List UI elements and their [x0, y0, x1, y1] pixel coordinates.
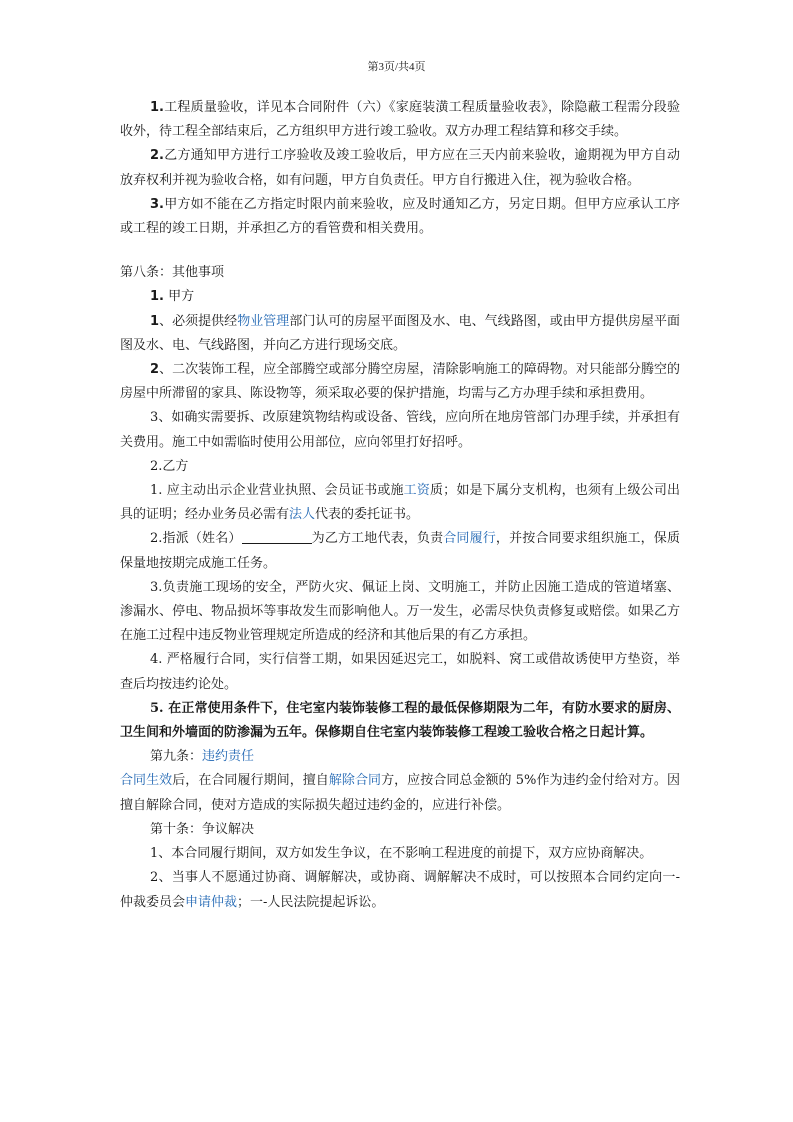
heading-text: 第九条： — [150, 749, 203, 765]
clause-7-item-3 — [120, 193, 680, 241]
item-text: 工程质量验收，详见本合同附件（六）《家庭装潢工程质量验收表》，除隐蔽工程需分段验收外，待工程全部结束后，乙方组织甲方进行竣工验收。双方办理工程结算和移交手续。 — [120, 100, 680, 140]
party-a-heading — [120, 285, 680, 309]
item-text: 甲方如不能在乙方指定时限内前来验收，应及时通知乙方，另定日期。但甲方应承认工序或工程的竣工日期，并承担乙方的看管费和相关费用。 — [120, 196, 680, 237]
article-9-text — [120, 769, 680, 817]
article-10-item-1: 1、本合同履行期间，双方如发生争议，在不影响工程进度的前提下，双方应协商解决。 — [150, 846, 653, 862]
document-body — [120, 96, 680, 915]
name-blank-line — [242, 529, 312, 544]
article-10-item-2 — [120, 866, 680, 914]
link-property-management[interactable]: 物业管理 — [237, 313, 290, 329]
link-contract-performance[interactable]: 合同履行 — [443, 531, 496, 547]
item-number: 1. — [150, 289, 164, 305]
party-a-item-2 — [120, 358, 680, 406]
item-text: ，并按合同要求组织施工，保质保量地按期完成施工任务。 — [120, 531, 680, 571]
link-wages[interactable]: 工资 — [403, 483, 431, 499]
item-text: 代表的委托证书。 — [315, 507, 420, 523]
item-text: 2.指派（姓名） — [150, 531, 242, 547]
link-terminate-contract[interactable]: 解除合同 — [328, 773, 382, 789]
party-a-item-1 — [120, 310, 680, 358]
link-legal-person[interactable]: 法人 — [289, 507, 316, 523]
party-b-item-1 — [120, 479, 680, 527]
item-number: 2 — [150, 362, 160, 378]
clause-7-item-2 — [120, 144, 680, 192]
party-b-item-5: 5. 在正常使用条件下，住宅室内装饰装修工程的最低保修期限为二年，有防水要求的厨房、卫生间和外墙面的防渗漏为五年。保修期自住宅室内装饰装修工程竣工验收合格之日起计算。 — [120, 700, 680, 741]
item-text: 1. 应主动出示企业营业执照、会员证书或施 — [150, 483, 404, 499]
item-text: 部门认可的房屋平面图及水、电、气线路图，或由甲方提供房屋平面图及水、电、气线路图，并向乙方进行现场交底。 — [120, 313, 680, 353]
party-b-item-4: 4. 严格履行合同，实行信誉工期，如果因延迟完工，如脱料、窝工或借故诱使甲方垫资，举查后均按违约论处。 — [120, 652, 680, 692]
item-number: 1. — [150, 100, 164, 115]
item-number: 1 — [150, 313, 160, 329]
item-text: 后，在合同履行期间，擅自 — [172, 773, 329, 789]
link-contract-effective[interactable]: 合同生效 — [120, 773, 173, 789]
item-text: 2、当事人不愿通过协商、调解解决，或协商、调解解决不成时，可以按照本合同约定向一-仲裁委员会 — [120, 870, 680, 910]
link-liability-for-breach[interactable]: 违约责任 — [202, 749, 255, 765]
link-apply-arbitration[interactable]: 申请仲裁 — [185, 894, 238, 910]
item-number: 3. — [150, 196, 164, 212]
item-text: 质；如是下属分支机构，也须有上级公司出具的证明；经办业务员必需有 — [120, 483, 680, 523]
article-10-heading: 第十条：争议解决 — [150, 821, 255, 837]
party-b-heading: 2.乙方 — [150, 458, 189, 474]
party-b-item-2 — [120, 527, 680, 575]
party-a-item-3: 3、如确实需要拆、改原建筑物结构或设备、管线，应向所在地房管部门办理手续，并承担有关费用。施工中如需临时使用公用部位，应向邻里打好招呼。 — [120, 410, 680, 450]
article-8-heading: 第八条：其他事项 — [120, 265, 225, 281]
clause-7-item-1 — [120, 96, 680, 144]
item-text: 、必须提供经 — [159, 313, 238, 329]
item-text: 为乙方工地代表，负责 — [311, 531, 444, 547]
item-number: 2. — [150, 148, 164, 164]
article-9-heading — [120, 745, 680, 769]
item-text: 乙方通知甲方进行工序验收及竣工验收后，甲方应在三天内前来验收，逾期视为甲方自动放弃权利并视为验收合格，如有问题，甲方自负责任。甲方自行搬进入住，视为验收合格。 — [120, 148, 680, 188]
party-b-item-3: 3.负责施工现场的安全，严防火灾、佩证上岗、文明施工，并防止因施工造成的管道堵塞、渗漏水、停电、物品损坏等事故发生而影响他人。万一发生，必需尽快负责修复或赔偿。如果乙方在施工过程中违反物业管理规定所造成的经济和其他后果的有乙方承担。 — [120, 579, 680, 644]
item-text: 方，应按合同总金额的 5%作为违约金付给对方。因擅自解除合同，使对方造成的实际损失超过违约金的，应进行补偿。 — [120, 773, 680, 813]
item-text: 、二次装饰工程，应全部腾空或部分腾空房屋，清除影响施工的障碍物。对只能部分腾空的房屋中所滞留的家具、陈设物等，须采取必要的保护措施，均需与乙方办理手续和承担费用。 — [120, 362, 680, 402]
party-a-label: 甲方 — [168, 289, 195, 305]
page-indicator: 第3页/共4页 — [367, 61, 426, 73]
item-text: ；一-人民法院提起诉讼。 — [237, 894, 385, 910]
